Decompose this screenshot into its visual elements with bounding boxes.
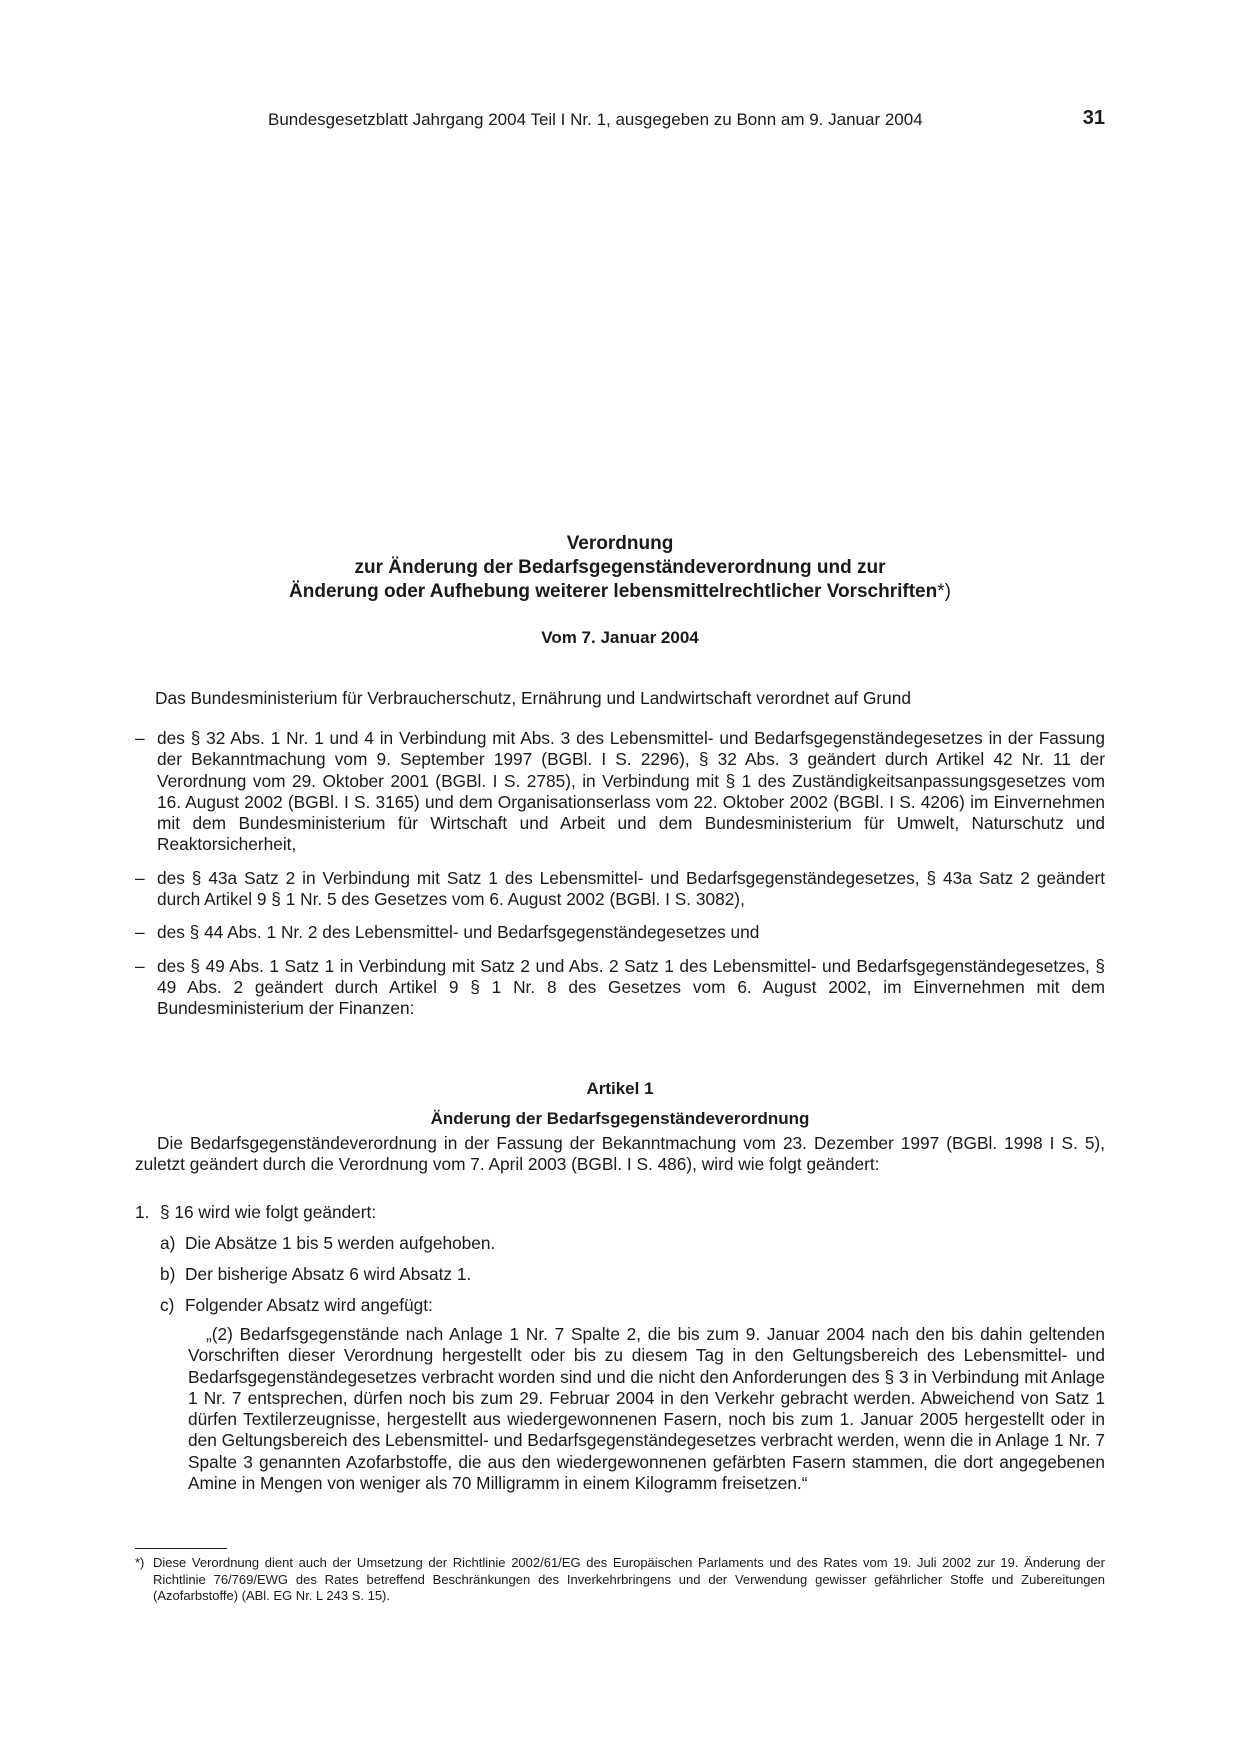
amendment-quote: „(2) Bedarfsgegenstände nach Anlage 1 Nr. 7 Spalte 2, die bis zum 9. Januar 2004 nach den bis dahin geltenden Vorschriften dieser Verordnung hergestellt oder bis zu diesem Tag in den Geltungsbereich des Lebensmittel- und Bedarfsgegenständegesetzes verbracht worden sind und die nicht den Anforderungen des § 3 in Verbindung mit Anlage 1 Nr. 7 entsprechen, dürfen noch bis zum 29. Februar 2004 in den Verkehr gebracht werden. Abweichend von Satz 1 dürfen Textilerzeugnisse, hergestellt aus wiedergewonnenen Fasern, noch bis zum 1. Januar 2005 hergestellt oder in den Geltungsbereich des Lebensmittel- und Bedarfsgegenständegesetzes verbracht werden, wenn die in Anlage 1 Nr. 7 Spalte 3 genannten Azofarbstoffe, die aus den wiedergewonnenen gefärbten Fasern stammen, die dort angegebenen Amine in Mengen von weniger als 70 Milligramm in einem Kilogramm freisetzen.“ (188, 1324, 1105, 1494)
preamble-item: – des § 32 Abs. 1 Nr. 1 und 4 in Verbindung mit Abs. 3 des Lebensmittel- und Bedarfsgegenständegesetzes in der Fassung der Bekanntmachung vom 9. September 1997 (BGBl. I S. 2296), § 32 Abs. 3 geändert durch Artikel 42 Nr. 11 der Verordnung vom 29. Oktober 2001 (BGBl. I S. 2785), in Verbindung mit § 1 des Zuständigkeitsanpassungsgesetzes vom 16. August 2002 (BGBl. I S. 3165) und dem Organisationserlass vom 22. Oktober 2002 (BGBl. I S. 4206) im Einvernehmen mit dem Bundesministerium für Wirtschaft und Arbeit und dem Bundesministerium für Umwelt, Naturschutz und Reaktorsicherheit, (135, 728, 1105, 855)
preamble-item-text: des § 32 Abs. 1 Nr. 1 und 4 in Verbindung mit Abs. 3 des Lebensmittel- und Bedarfsgegenständegesetzes in der Fassung der Bekanntmachung vom 9. September 1997 (BGBl. I S. 2296), § 32 Abs. 3 geändert durch Artikel 42 Nr. 11 der Verordnung vom 29. Oktober 2001 (BGBl. I S. 2785), in Verbindung mit § 1 des Zuständigkeitsanpassungsgesetzes vom 16. August 2002 (BGBl. I S. 3165) und dem Organisationserlass vom 22. Oktober 2002 (BGBl. I S. 4206) im Einvernehmen mit dem Bundesministerium für Wirtschaft und Arbeit und dem Bundesministerium für Umwelt, Naturschutz und Reaktorsicherheit, (157, 728, 1105, 855)
sub-item-text: Der bisherige Absatz 6 wird Absatz 1. (185, 1264, 472, 1284)
sub-item-text: Folgender Absatz wird angefügt: (185, 1295, 433, 1315)
item-text: § 16 wird wie folgt geändert: (160, 1202, 377, 1222)
preamble-item: – des § 44 Abs. 1 Nr. 2 des Lebensmittel- und Bedarfsgegenständegesetzes und (135, 922, 760, 943)
sub-item-letter: c) (160, 1295, 175, 1315)
preamble-list (135, 728, 1105, 1032)
running-title: Bundesgesetzblatt Jahrgang 2004 Teil I Nr. 1, ausgegeben zu Bonn am 9. Januar 2004 (268, 110, 923, 129)
page-number: 31 (1082, 107, 1105, 129)
title-line-3 (135, 580, 1105, 604)
title-line-3-text: Änderung oder Aufhebung weiterer lebensmittelrechtlicher Vorschriften (289, 581, 938, 602)
footnote-marker[interactable]: *) (937, 581, 951, 602)
document-title (135, 532, 1105, 604)
preamble-item: – des § 49 Abs. 1 Satz 1 in Verbindung mit Satz 2 und Abs. 2 Satz 1 des Lebensmittel- und Bedarfsgegenständegesetzes, § 49 Abs. 2 geändert durch Artikel 9 § 1 Nr. 8 des Gesetzes vom 6. August 2002, im Einvernehmen mit dem Bundesministerium der Finanzen: (135, 955, 1105, 1019)
article-intro: Die Bedarfsgegenständeverordnung in der Fassung der Bekanntmachung vom 23. Dezember 1997 (BGBl. 1998 I S. 5), zuletzt geändert durch die Verordnung vom 7. April 2003 (BGBl. I S. 486), wird wie folgt geändert: (135, 1133, 1105, 1175)
preamble-item-text: des § 44 Abs. 1 Nr. 2 des Lebensmittel- und Bedarfsgegenständegesetzes und (157, 922, 760, 943)
article-number: Artikel 1 (586, 1079, 654, 1098)
footnote (135, 1555, 1105, 1605)
title-line-2: zur Änderung der Bedarfsgegenständeverordnung und zur (354, 557, 886, 578)
title-line-1: Verordnung (566, 533, 674, 554)
preamble-item: – des § 43a Satz 2 in Verbindung mit Satz 1 des Lebensmittel- und Bedarfsgegenständegesetzes, § 43a Satz 2 geändert durch Artikel 9 § 1 Nr. 5 des Gesetzes vom 6. August 2002 (BGBl. I S. 3082), (135, 867, 1105, 910)
sub-item-letter: a) (160, 1233, 176, 1253)
sub-item-letter: b) (160, 1264, 176, 1284)
ordinance-date: Vom 7. Januar 2004 (541, 628, 699, 647)
article-heading: Änderung der Bedarfsgegenständeverordnung (430, 1109, 810, 1128)
footnote-divider (135, 1548, 227, 1549)
footnote-symbol: *) (135, 1555, 145, 1570)
preamble-item-text: des § 49 Abs. 1 Satz 1 in Verbindung mit Satz 2 und Abs. 2 Satz 1 des Lebensmittel- und Bedarfsgegenständegesetzes, § 49 Abs. 2 geändert durch Artikel 9 § 1 Nr. 8 des Gesetzes vom 6. August 2002, im Einvernehmen mit dem Bundesministerium der Finanzen: (157, 955, 1105, 1019)
preamble-intro: Das Bundesministerium für Verbraucherschutz, Ernährung und Landwirtschaft verordnet auf Grund (155, 688, 911, 708)
sub-item-text: Die Absätze 1 bis 5 werden aufgehoben. (185, 1233, 496, 1253)
preamble-item-text: des § 43a Satz 2 in Verbindung mit Satz 1 des Lebensmittel- und Bedarfsgegenständegesetzes, § 43a Satz 2 geändert durch Artikel 9 § 1 Nr. 5 des Gesetzes vom 6. August 2002 (BGBl. I S. 3082), (157, 867, 1105, 910)
footnote-text: Diese Verordnung dient auch der Umsetzung der Richtlinie 2002/61/EG des Europäischen Parlaments und des Rates vom 19. Juli 2002 zur 19. Änderung der Richtlinie 76/769/EWG des Rates betreffend Beschränkungen des Inverkehrbringens und der Verwendung gewisser gefährlicher Stoffe und Zubereitungen (Azofarbstoffe) (ABl. EG Nr. L 243 S. 15). (153, 1555, 1105, 1603)
item-number: 1. (135, 1202, 150, 1222)
